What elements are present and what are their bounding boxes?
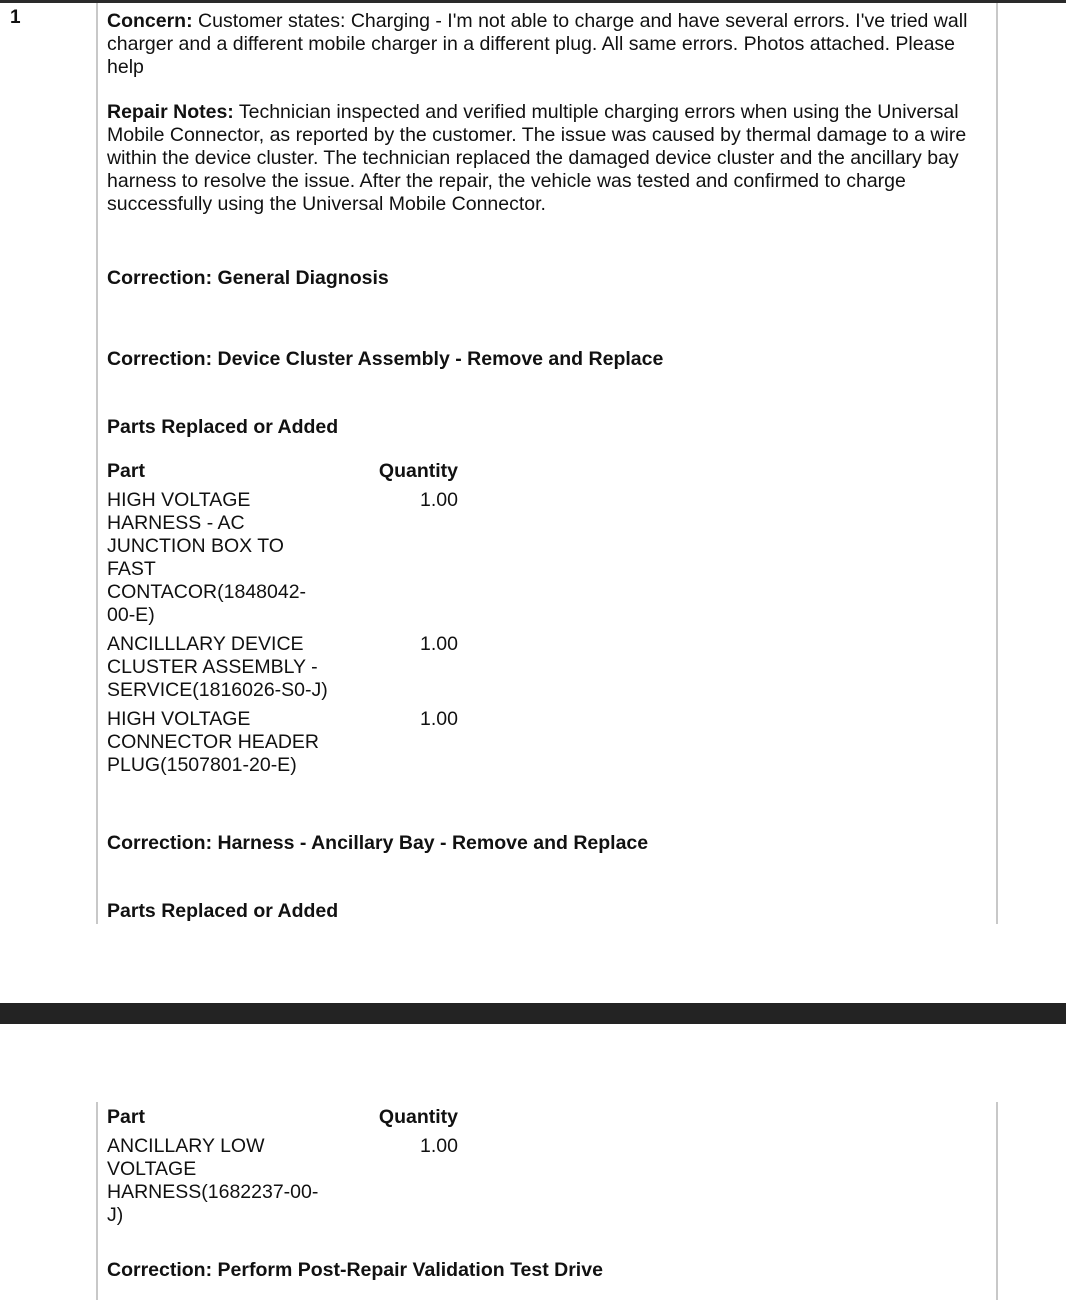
quantity-cell: 1.00 (420, 489, 458, 511)
repair-notes-label: Repair Notes: (107, 101, 234, 123)
table-row (107, 708, 467, 777)
row-number: 1 (10, 7, 21, 28)
quantity-cell: 1.00 (420, 633, 458, 655)
correction-heading: Correction: Harness - Ancillary Bay - Remove and Replace (107, 832, 649, 854)
parts-table (107, 460, 467, 783)
quantity-cell: 1.00 (420, 1135, 458, 1157)
top-rule (0, 0, 1066, 3)
correction-heading: Correction: General Diagnosis (107, 267, 389, 289)
part-cell: ANCILLARY LOW VOLTAGE HARNESS(1682237-00-J) (107, 1135, 319, 1226)
concern-text: Customer states: Charging - I'm not able to charge and have several errors. I've tried wall charger and a different mobile charger in a different plug. All same errors. Photos attached. Please help (107, 10, 968, 78)
part-cell: HIGH VOLTAGE CONNECTOR HEADER PLUG(1507801-20-E) (107, 708, 319, 776)
concern-paragraph (107, 10, 977, 79)
correction-heading: Correction: Perform Post-Repair Validation Test Drive (107, 1259, 603, 1281)
table-row (107, 633, 467, 702)
table-row (107, 1135, 467, 1227)
part-cell: ANCILLLARY DEVICE CLUSTER ASSEMBLY - SERVICE(1816026-S0-J) (107, 633, 328, 701)
part-column-header: Part (107, 460, 145, 482)
part-cell: HIGH VOLTAGE HARNESS - AC JUNCTION BOX TO FAST CONTACOR(1848042-00-E) (107, 489, 307, 626)
cell-border-left (96, 3, 98, 924)
repair-notes-paragraph (107, 101, 977, 216)
repair-notes-text: Technician inspected and verified multiple charging errors when using the Universal Mobile Connector, as reported by the customer. The issue was caused by thermal damage to a wire within the device cluster. The technician replaced the damaged device cluster and the ancillary bay harness to resolve the issue. After the repair, the vehicle was tested and confirmed to charge successfully using the Universal Mobile Connector. (107, 101, 967, 215)
cell-border-right (996, 1102, 998, 1300)
cell-border-left (96, 1102, 98, 1300)
correction-heading: Correction: Device Cluster Assembly - Remove and Replace (107, 348, 664, 370)
page-separator (0, 1003, 1066, 1024)
concern-section (107, 10, 977, 79)
table-header-row (107, 1106, 467, 1135)
parts-table (107, 1106, 467, 1233)
parts-heading: Parts Replaced or Added (107, 416, 339, 438)
table-header-row (107, 460, 467, 489)
quantity-column-header: Quantity (378, 1106, 458, 1128)
concern-label: Concern: (107, 10, 193, 32)
part-column-header: Part (107, 1106, 145, 1128)
repair-notes-section (107, 101, 977, 216)
table-row (107, 489, 467, 627)
cell-border-right (996, 3, 998, 924)
quantity-cell: 1.00 (420, 708, 458, 730)
quantity-column-header: Quantity (378, 460, 458, 482)
parts-heading: Parts Replaced or Added (107, 900, 339, 922)
